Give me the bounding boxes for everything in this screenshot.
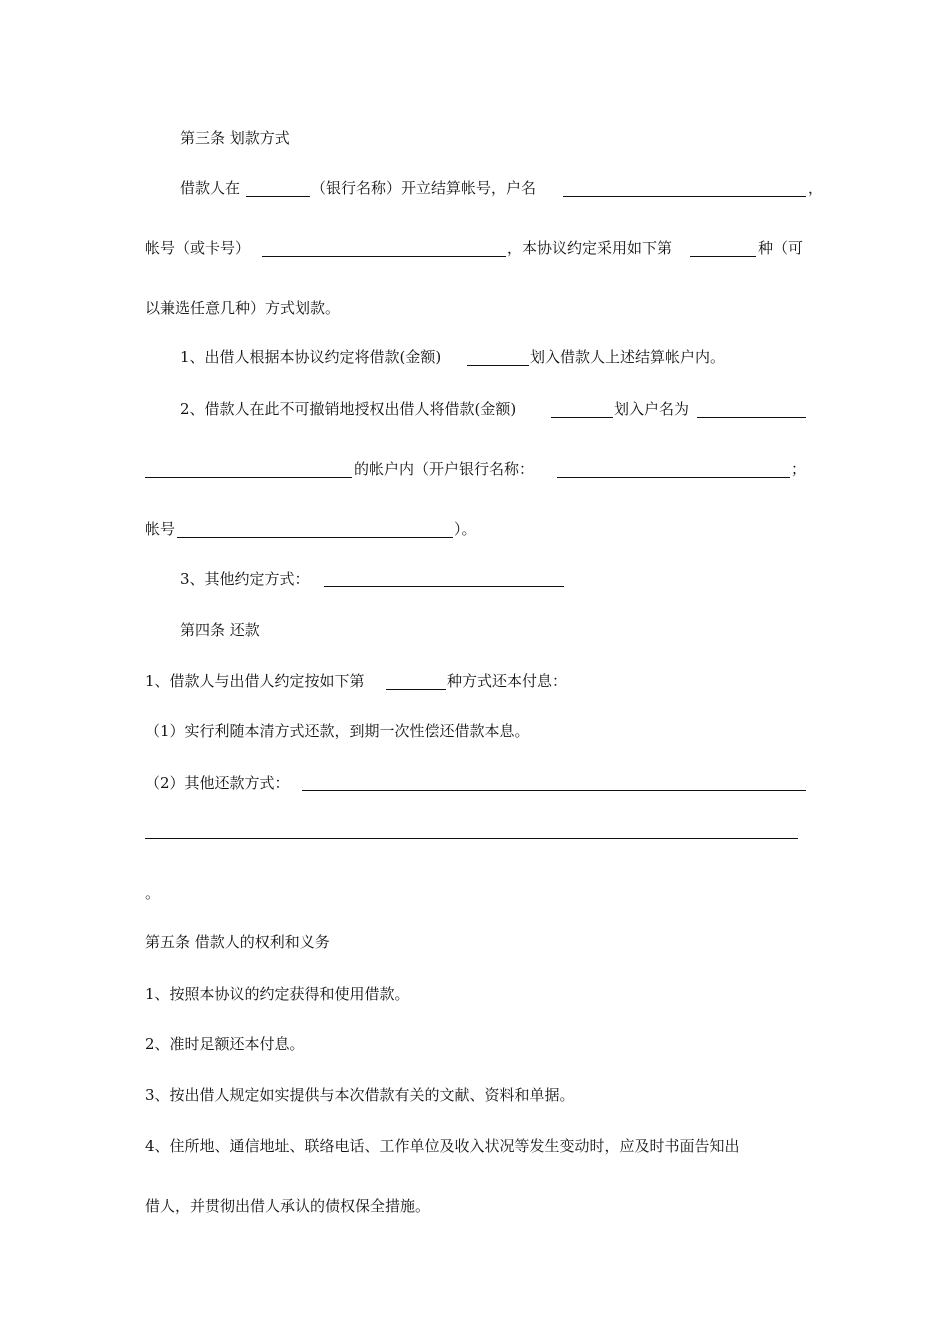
article3-item1-text-a: 1、出借人根据本协议约定将借款(金额) [180,348,442,366]
article4-option2: （2）其他还款方式： [145,774,290,792]
other-repayment-blank-cont[interactable] [145,838,798,839]
item2-account-name-blank[interactable] [697,417,806,418]
article3-line2-text-b: ，本协议约定采用如下第 [507,239,673,257]
article5-heading: 第五条 借款人的权利和义务 [145,933,330,951]
article3-line1-text-a: 借款人在 [180,179,241,197]
article3-item2-text-b: 划入户名为 [614,400,690,418]
article4-line1-text-b: 种方式还本付息： [447,672,568,690]
article5-item2: 2、准时足额还本付息。 [145,1035,305,1053]
repayment-method-number-blank[interactable] [386,689,446,690]
article3-line3: 以兼选任意几种）方式划款。 [145,299,341,317]
article4-line1-text-a: 1、借款人与出借人约定按如下第 [145,672,365,690]
article5-item4-line1: 4、住所地、通信地址、联络电话、工作单位及收入状况等发生变动时，应及时书面告知出 [145,1137,740,1155]
article4-heading: 第四条 还款 [180,621,260,639]
item3-other-method-blank[interactable] [324,586,564,587]
item1-amount-blank[interactable] [467,365,529,366]
account-name-blank[interactable] [563,196,806,197]
article3-line2-text-c: 种（可 [758,239,804,257]
article3-item3: 3、其他约定方式： [180,570,310,588]
article5-item4-line2: 借人，并贯彻出借人承认的债权保全措施。 [145,1197,431,1215]
article3-item2-text-e: 帐号 [145,520,176,538]
item2-account-number-blank[interactable] [177,537,453,538]
article4-end-mark: 。 [145,884,161,902]
bank-name-blank[interactable] [246,196,310,197]
article3-line1-text-b: （银行名称）开立结算帐号，户名 [311,179,537,197]
article3-line1-text-c: ， [808,179,824,197]
article3-item2-text-d: ； [791,460,807,478]
account-number-blank[interactable] [262,256,506,257]
article3-item2-text-a: 2、借款人在此不可撤销地授权出借人将借款(金额) [180,400,517,418]
transfer-method-number-blank[interactable] [690,256,756,257]
article3-item2-text-c: 的帐户内（开户银行名称： [354,460,535,478]
item2-bank-name-blank[interactable] [557,477,790,478]
article3-heading: 第三条 划款方式 [180,129,290,147]
article4-option1: （1）实行利随本清方式还款，到期一次性偿还借款本息。 [145,722,530,740]
item2-amount-blank[interactable] [551,417,613,418]
article3-line2-text-a: 帐号（或卡号） [145,239,251,257]
article5-item1: 1、按照本协议的约定获得和使用借款。 [145,985,410,1003]
item2-account-name-blank-cont[interactable] [145,477,352,478]
other-repayment-blank[interactable] [302,790,806,791]
article5-item3: 3、按出借人规定如实提供与本次借款有关的文献、资料和单据。 [145,1086,575,1104]
article3-item2-text-f: ）。 [454,520,477,538]
article3-item1-text-b: 划入借款人上述结算帐户内。 [530,348,726,366]
